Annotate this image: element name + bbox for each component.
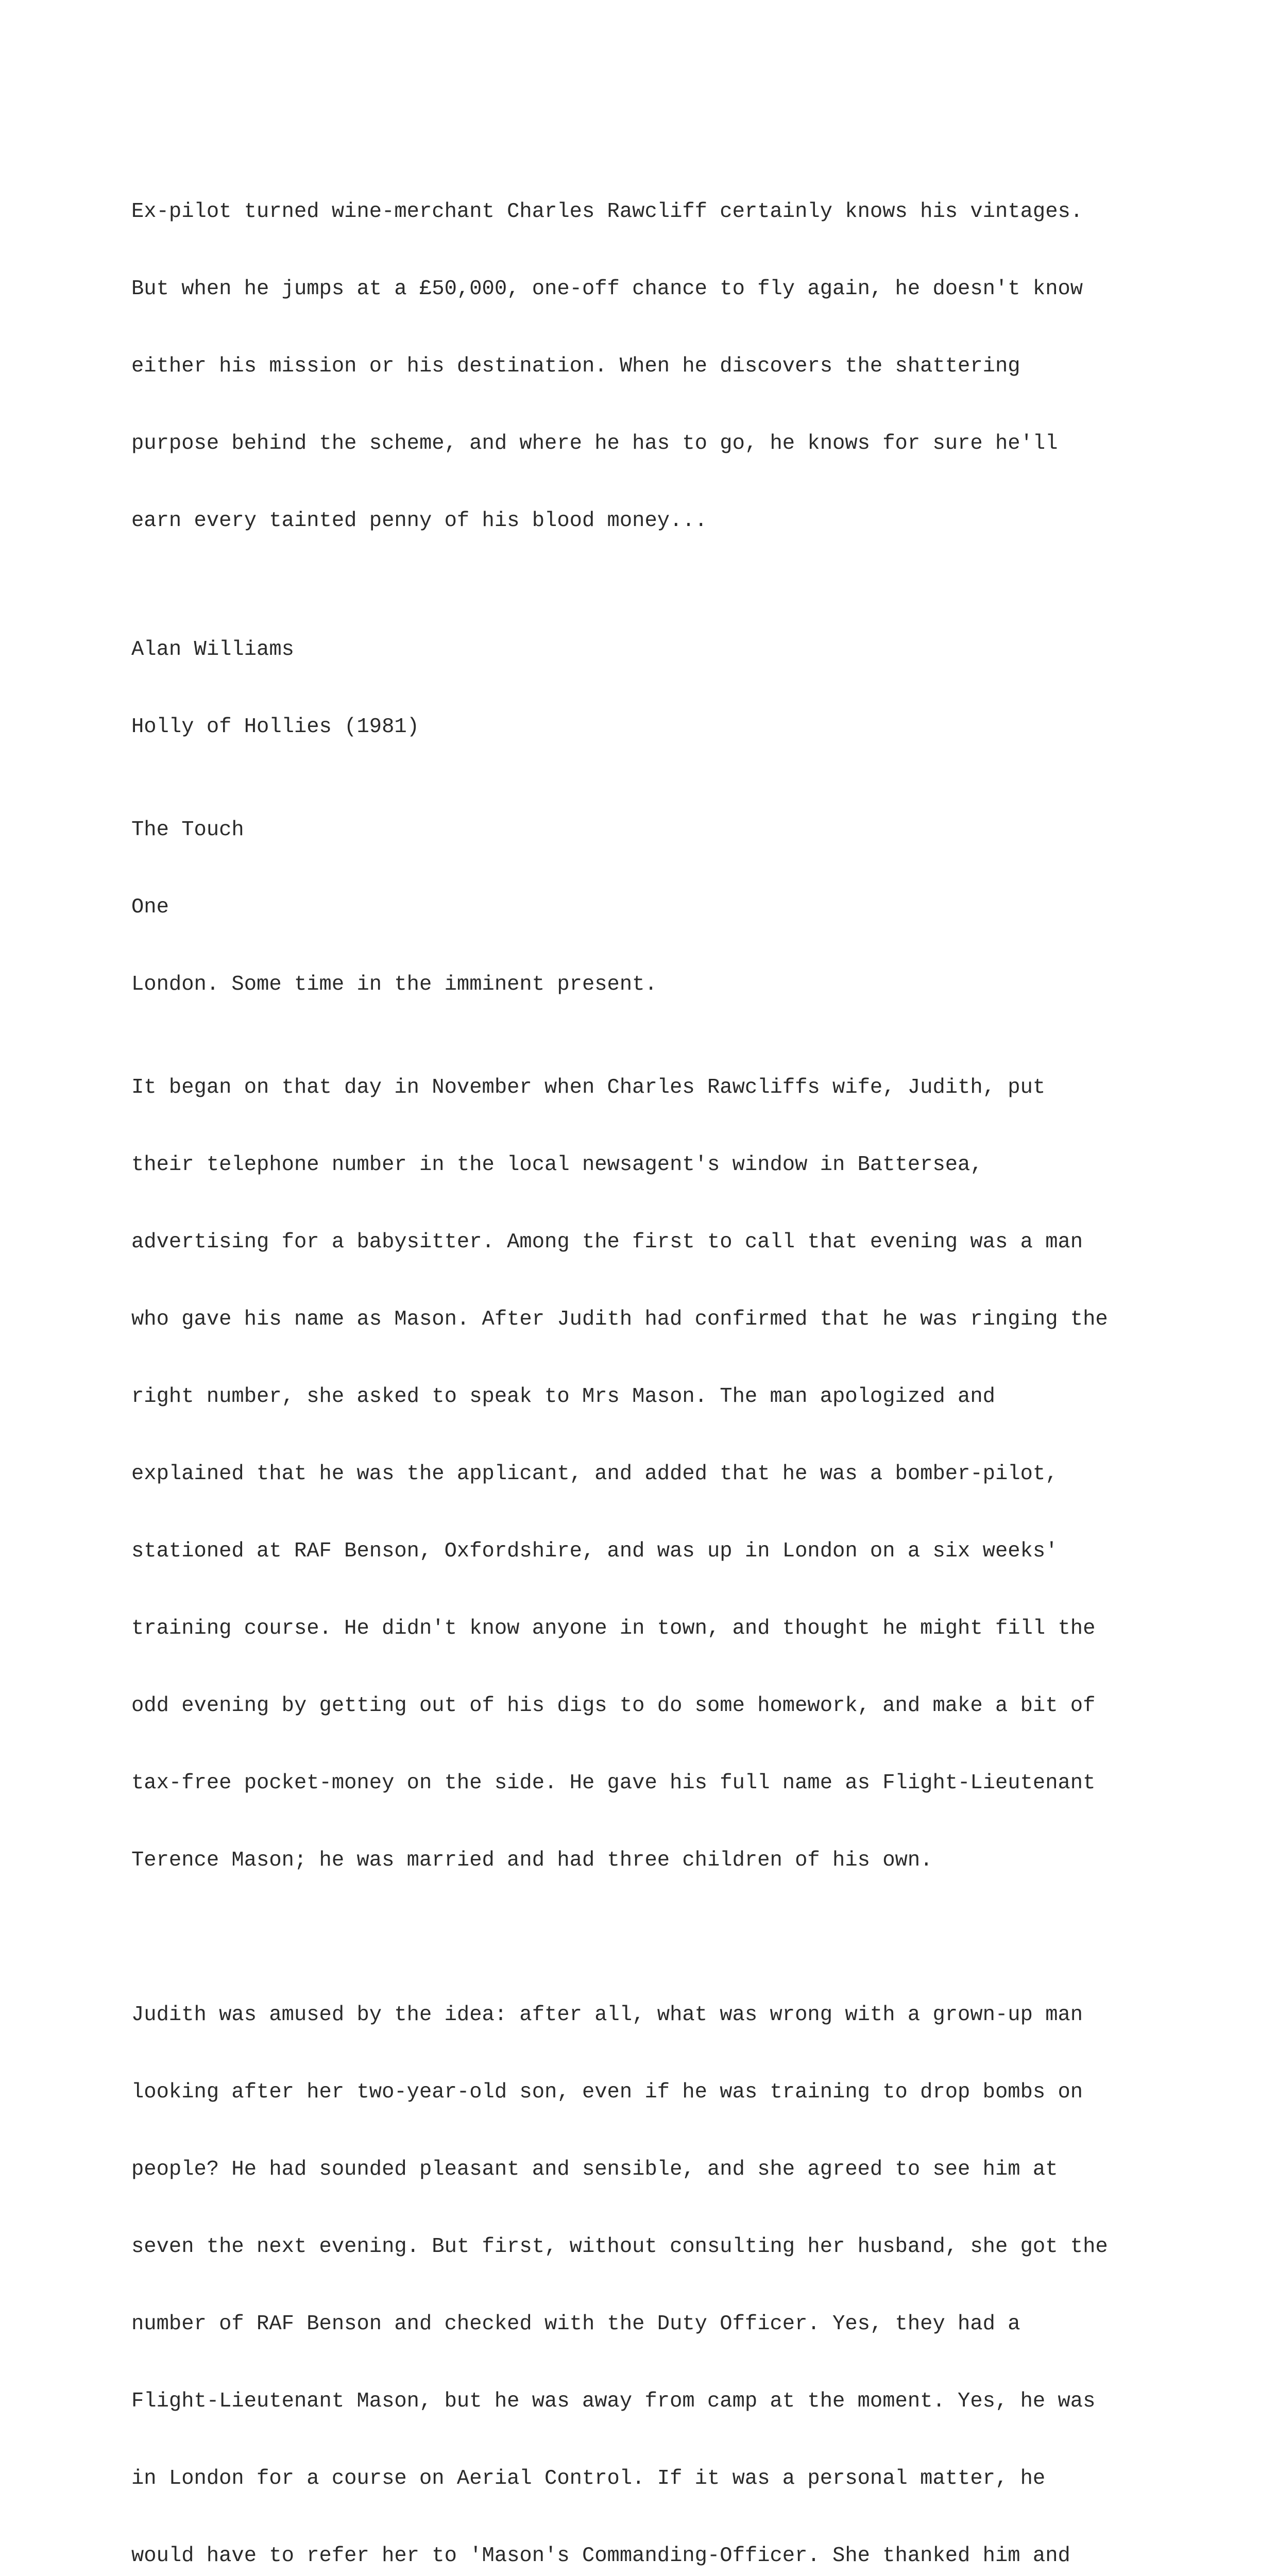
chapter-heading: One <box>131 895 169 919</box>
text-line: seven the next evening. But first, without consulting her husband, she got the <box>131 2235 1108 2259</box>
spacer <box>131 1925 1162 1951</box>
spacer <box>131 663 1162 714</box>
document-page <box>131 147 1162 2576</box>
text-line: stationed at RAF Benson, Oxfordshire, and was up in London on a six weeks' <box>131 1539 1058 1563</box>
spacer <box>131 843 1162 894</box>
text-line: right number, she asked to speak to Mrs Mason. The man apologized and <box>131 1385 995 1409</box>
text-line: would have to refer her to 'Mason's Commanding-Officer. She thanked him and <box>131 2544 1070 2568</box>
text-line: odd evening by getting out of his digs to do some homework, and make a bit of <box>131 1694 1096 1718</box>
text-line: earn every tainted penny of his blood money... <box>131 509 707 533</box>
text-line: It began on that day in November when Charles Rawcliffs wife, Judith, put <box>131 1076 1046 1099</box>
text-line: But when he jumps at a £50,000, one-off chance to fly again, he doesn't know <box>131 277 1083 301</box>
blurb-paragraph <box>131 147 1162 585</box>
spacer <box>131 997 1162 1023</box>
author-name: Alan Williams <box>131 638 294 662</box>
text-line: Flight-Lieutenant Mason, but he was away from camp at the moment. Yes, he was <box>131 2389 1096 2413</box>
text-line: their telephone number in the local newsagent's window in Battersea, <box>131 1153 983 1177</box>
spacer <box>131 740 1162 817</box>
other-title: Holly of Hollies (1981) <box>131 715 419 739</box>
text-line: who gave his name as Mason. After Judith had confirmed that he was ringing the <box>131 1308 1108 1331</box>
spacer <box>131 585 1162 637</box>
text-line: Ex-pilot turned wine-merchant Charles Rawcliff certainly knows his vintages. <box>131 200 1083 224</box>
text-line: explained that he was the applicant, and added that he was a bomber-pilot, <box>131 1462 1058 1486</box>
book-title: The Touch <box>131 818 244 842</box>
text-line: looking after her two-year-old son, even if he was training to drop bombs on <box>131 2080 1083 2104</box>
spacer <box>131 920 1162 972</box>
body-paragraph <box>131 1023 1162 1925</box>
text-line: purpose behind the scheme, and where he has to go, he knows for sure he'll <box>131 432 1058 455</box>
text-line: training course. He didn't know anyone in town, and thought he might fill the <box>131 1617 1096 1640</box>
text-line: Judith was amused by the idea: after all, what was wrong with a grown-up man <box>131 2003 1083 2027</box>
setting-line: London. Some time in the imminent present. <box>131 973 657 996</box>
text-line: in London for a course on Aerial Control. If it was a personal matter, he <box>131 2467 1046 2490</box>
text-line: tax-free pocket-money on the side. He gave his full name as Flight-Lieutenant <box>131 1771 1096 1795</box>
text-line: number of RAF Benson and checked with the Duty Officer. Yes, they had a <box>131 2312 1020 2336</box>
text-line: people? He had sounded pleasant and sensible, and she agreed to see him at <box>131 2158 1058 2181</box>
text-line: advertising for a babysitter. Among the first to call that evening was a man <box>131 1230 1083 1254</box>
text-line: Terence Mason; he was married and had three children of his own. <box>131 1849 933 1872</box>
text-line: either his mission or his destination. When he discovers the shattering <box>131 354 1020 378</box>
body-paragraph <box>131 1951 1162 2576</box>
